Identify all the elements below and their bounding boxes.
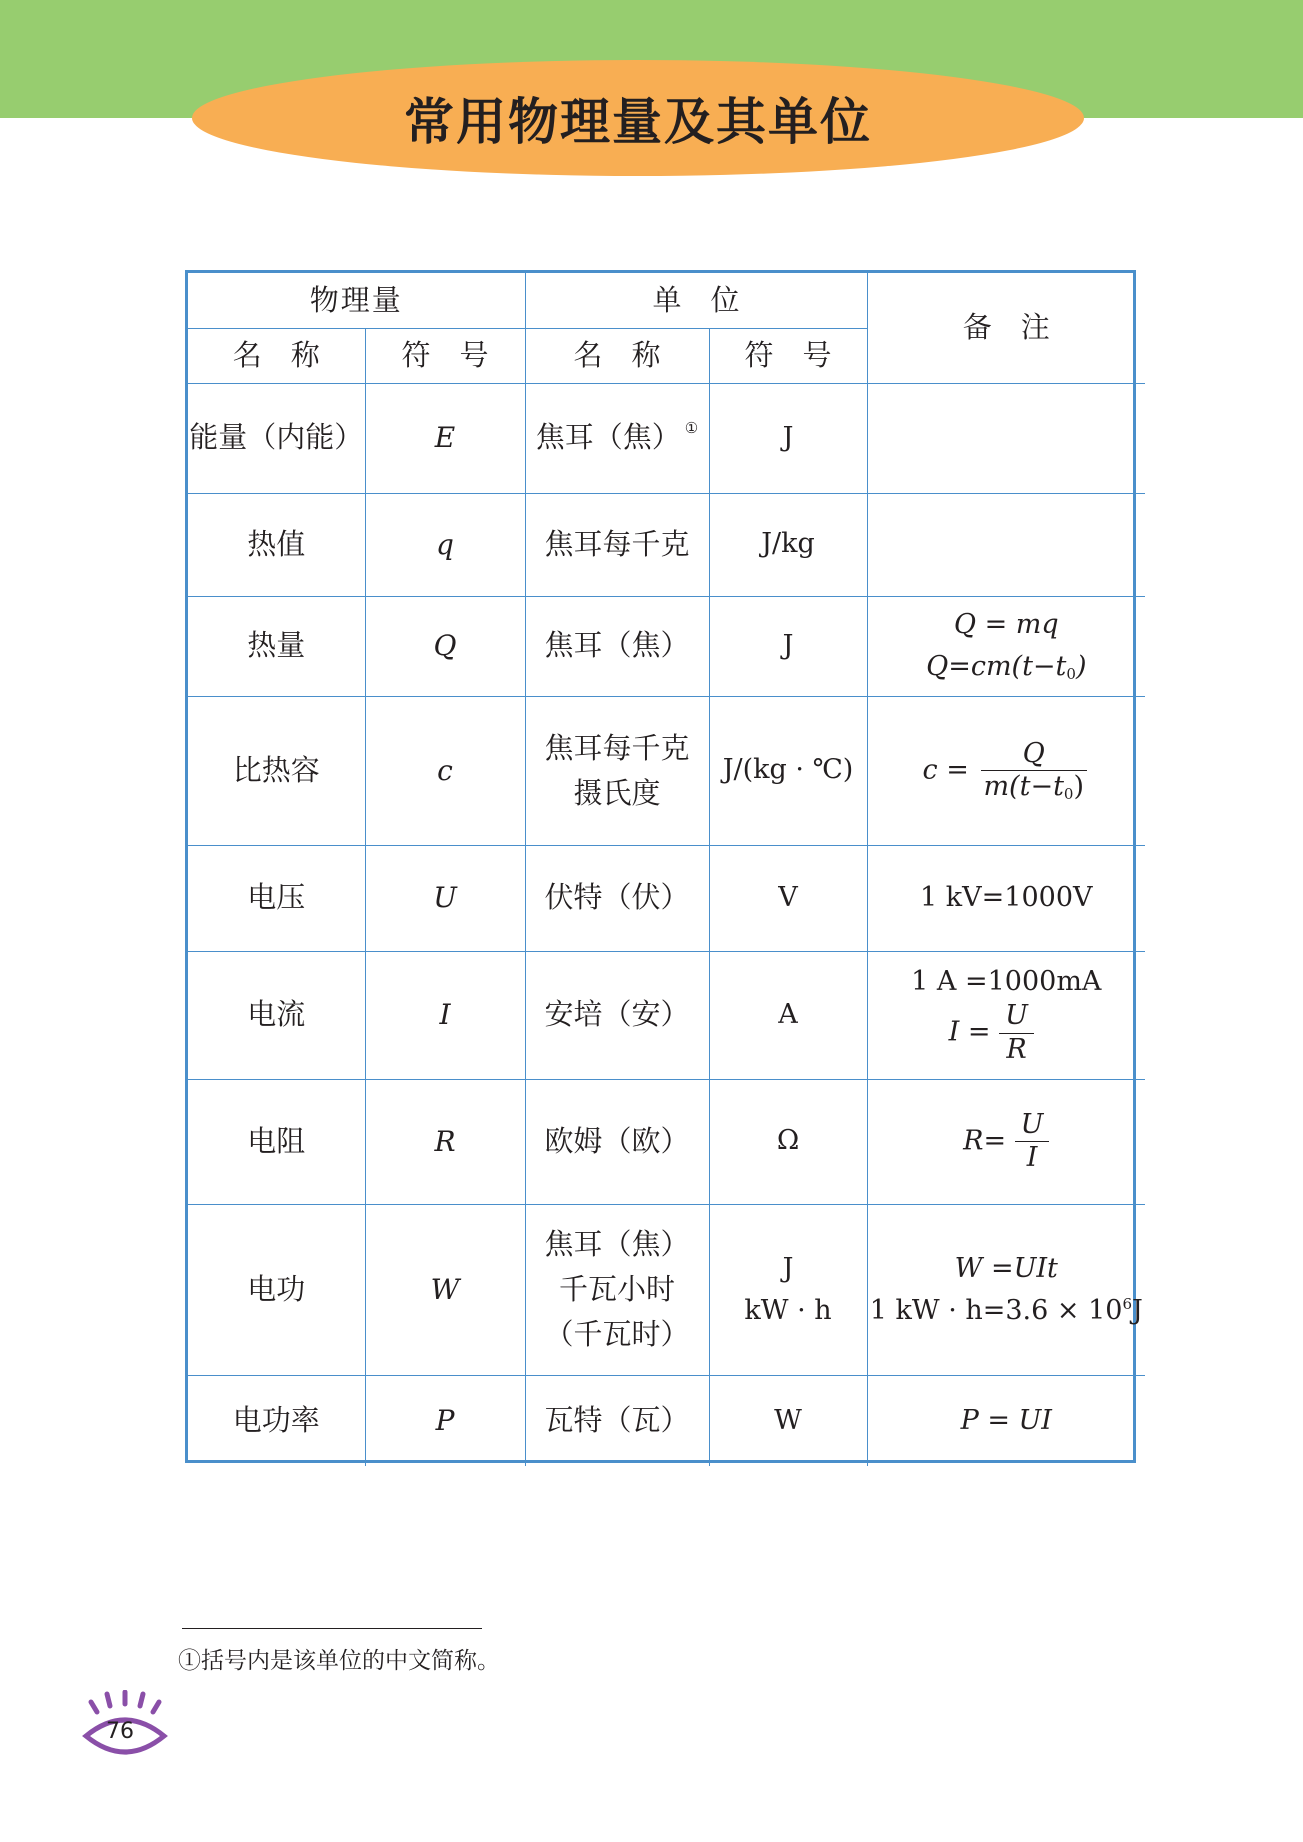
unit-name: 伏特（伏） — [525, 845, 709, 951]
unit-symbol-line: kW · h — [744, 1294, 832, 1326]
header-quantity-symbol: 符 号 — [365, 328, 525, 383]
unit-name: 焦耳（焦） — [525, 596, 709, 696]
quantity-symbol: c — [365, 696, 525, 845]
header-unit: 单 位 — [525, 273, 867, 328]
header-unit-name: 名 称 — [525, 328, 709, 383]
quantity-name: 比热容 — [188, 696, 365, 845]
remark-cell: 1 kV=1000V — [867, 845, 1145, 951]
unit-symbol: J/(kg · ℃) — [709, 696, 867, 845]
formula-heat-value: Q = mq — [953, 609, 1059, 641]
unit-symbol — [709, 1204, 867, 1375]
table-row — [188, 951, 1145, 1079]
unit-name-line: 千瓦小时 — [559, 1272, 676, 1307]
unit-symbol: V — [709, 845, 867, 951]
unit-name-line: 焦耳每千克 — [544, 730, 690, 765]
remark-cell — [867, 596, 1145, 696]
unit-name-text: 焦耳（焦） — [535, 420, 681, 455]
unit-name: 瓦特（瓦） — [525, 1375, 709, 1466]
table-row — [188, 696, 1145, 845]
header-unit-symbol: 符 号 — [709, 328, 867, 383]
quantity-symbol: Q — [365, 596, 525, 696]
quantity-name: 电功率 — [188, 1375, 365, 1466]
remark-cell — [867, 493, 1145, 596]
formula-fraction: $\frac{U}{I}$ — [1015, 1109, 1050, 1175]
quantity-name: 电阻 — [188, 1079, 365, 1204]
unit-symbol: A — [709, 951, 867, 1079]
formula-kwh: 1 kW · $h=3.6 \times 10^6J$ — [869, 1294, 1143, 1326]
table-row — [188, 1375, 1145, 1466]
unit-name-line: 摄氏度 — [573, 775, 661, 810]
quantity-name: 电功 — [188, 1204, 365, 1375]
unit-symbol-line: J — [782, 1252, 794, 1284]
footnote-marker: ① — [684, 419, 699, 438]
formula-ampere: 1 A =1000mA — [911, 965, 1102, 997]
table-row — [188, 845, 1145, 951]
quantity-symbol: W — [365, 1204, 525, 1375]
fraction-numerator: Q — [981, 738, 1087, 771]
quantity-name: 能量（内能） — [188, 383, 365, 493]
unit-symbol: Ω — [709, 1079, 867, 1204]
formula-lhs: R= — [963, 1125, 1007, 1156]
quantity-name: 电流 — [188, 951, 365, 1079]
quantity-symbol: P — [365, 1375, 525, 1466]
header-quantity: 物理量 — [188, 273, 525, 328]
unit-symbol: J — [709, 596, 867, 696]
remark-cell: P = UI — [867, 1375, 1145, 1466]
remark-cell — [867, 1079, 1145, 1204]
unit-symbol: J/kg — [709, 493, 867, 596]
unit-name: 焦耳每千克 — [525, 493, 709, 596]
quantity-name: 电压 — [188, 845, 365, 951]
table-row — [188, 383, 1145, 493]
header-remark: 备 注 — [867, 273, 1145, 383]
quantity-symbol: q — [365, 493, 525, 596]
unit-name: 安培（安） — [525, 951, 709, 1079]
page-number: 76 — [106, 1719, 134, 1744]
table-header-row — [188, 273, 1145, 328]
unit-name-line: （千瓦时） — [544, 1316, 690, 1351]
quantity-symbol: U — [365, 845, 525, 951]
formula-lhs: c = — [922, 754, 969, 785]
formula-fraction — [977, 738, 1090, 804]
page-title: 常用物理量及其单位 — [404, 93, 872, 151]
unit-name — [525, 696, 709, 845]
quantity-symbol: E — [365, 383, 525, 493]
quantity-symbol: I — [365, 951, 525, 1079]
header-quantity-name: 名 称 — [188, 328, 365, 383]
footnote-rule — [182, 1628, 482, 1629]
table-row — [188, 493, 1145, 596]
unit-name: 欧姆（欧） — [525, 1079, 709, 1204]
unit-symbol: J — [709, 383, 867, 493]
quantity-symbol: R — [365, 1079, 525, 1204]
remark-cell — [867, 696, 1145, 845]
unit-name-line: 焦耳（焦） — [544, 1227, 690, 1262]
unit-name — [525, 383, 709, 493]
units-table — [185, 270, 1143, 1463]
table-row — [188, 596, 1145, 696]
remark-cell — [867, 383, 1145, 493]
quantity-name: 热量 — [188, 596, 365, 696]
unit-name — [525, 1204, 709, 1375]
remark-cell — [867, 1204, 1145, 1375]
formula-heat: $Q=cm(t-t_0)$ — [926, 651, 1087, 683]
footnote: ①括号内是该单位的中文简称。 — [178, 1648, 500, 1674]
fraction-denominator: $m(t-t_0)$ — [983, 771, 1085, 803]
remark-cell — [867, 951, 1145, 1079]
table-row — [188, 1079, 1145, 1204]
quantity-name: 热值 — [188, 493, 365, 596]
formula-work: W =UIt — [954, 1252, 1058, 1284]
formula-ohms-law: I = $\frac{U}{R}$ — [868, 1000, 1116, 1066]
unit-symbol: W — [709, 1375, 867, 1466]
table-row — [188, 1204, 1145, 1375]
